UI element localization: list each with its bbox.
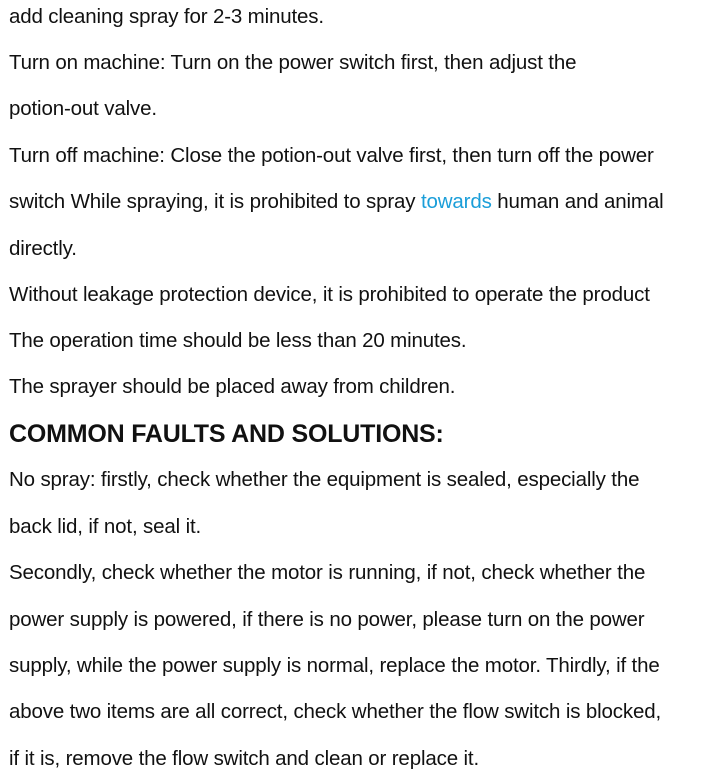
text-line: Turn on machine: Turn on the power switch first, then adjust the — [9, 51, 577, 74]
text-line: directly. — [9, 237, 77, 260]
text-line: above two items are all correct, check whether the flow switch is blocked, — [9, 700, 662, 723]
text-line: back lid, if not, seal it. — [9, 515, 202, 538]
section-heading: COMMON FAULTS AND SOLUTIONS: — [9, 420, 444, 448]
text-line: supply, while the power supply is normal, replace the motor. Thirdly, if the — [9, 654, 660, 677]
text-line: No spray: firstly, check whether the equipment is sealed, especially the — [9, 468, 640, 491]
text-segment: human and animal — [491, 190, 664, 213]
text-line: Turn off machine: Close the potion-out valve first, then turn off the power — [9, 144, 654, 167]
text-line: potion-out valve. — [9, 97, 157, 120]
text-line-with-link — [9, 189, 663, 215]
text-line: The operation time should be less than 20 minutes. — [9, 329, 467, 352]
text-segment: switch While spraying, it is prohibited to spray — [9, 190, 421, 213]
towards-link[interactable]: towards — [420, 190, 492, 213]
text-line: The sprayer should be placed away from children. — [9, 375, 456, 398]
text-line: Secondly, check whether the motor is running, if not, check whether the — [9, 561, 646, 584]
text-line: if it is, remove the flow switch and clean or replace it. — [9, 747, 479, 770]
text-line: power supply is powered, if there is no power, please turn on the power — [9, 608, 645, 631]
text-line: Without leakage protection device, it is prohibited to operate the product — [9, 283, 650, 306]
text-line: add cleaning spray for 2-3 minutes. — [9, 5, 324, 28]
